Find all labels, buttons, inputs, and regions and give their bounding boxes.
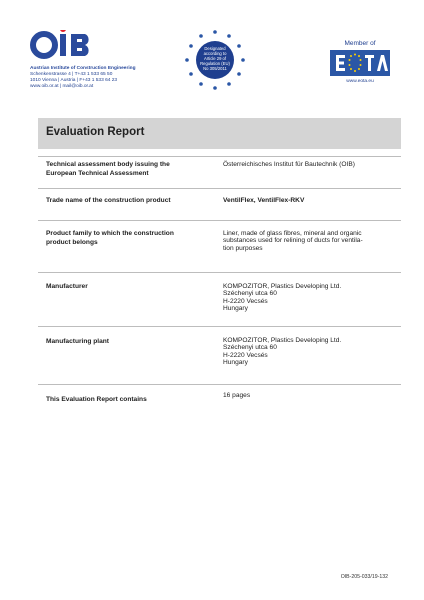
oib-address-line2: 1010 Vienna | Austria | F+43 1 533 64 23 xyxy=(30,78,118,83)
row-value: VentilFlex, VentilFlex-RKV xyxy=(223,197,305,204)
row-divider xyxy=(38,384,401,385)
row-label: Manufacturing plant xyxy=(46,338,110,345)
row-value: Liner, made of glass fibres, mineral and organic substances used for relining of ducts for ventila- tion purposes xyxy=(223,230,363,252)
eota-logo xyxy=(330,50,390,76)
row-label: Technical assessment body issuing the European Technical Assessment xyxy=(46,161,170,177)
row-divider xyxy=(38,272,401,273)
document-code: OIB-205-033/19-132 xyxy=(340,574,388,580)
row-value: KOMPOZITOR, Plastics Developing Ltd. Széchenyi utca 60 H-2220 Vecsés Hungary xyxy=(223,337,342,367)
eota-member-of: Member of xyxy=(344,40,376,47)
oib-logo xyxy=(30,30,100,60)
row-label: Trade name of the construction product xyxy=(46,197,171,204)
row-divider xyxy=(38,326,401,327)
row-divider xyxy=(38,220,401,221)
badge-line: according to xyxy=(203,51,227,56)
badge-line: No 305/2011 xyxy=(203,66,227,71)
document-title: Evaluation Report xyxy=(46,126,145,138)
row-label: This Evaluation Report contains xyxy=(46,396,147,403)
row-value: Österreichisches Institut für Bautechnik (OIB) xyxy=(223,161,355,168)
row-label: Product family to which the construction product belongs xyxy=(46,230,174,246)
oib-web-line: www.oib.or.at | mail@oib.or.at xyxy=(30,84,94,89)
badge-line: Article 29 of xyxy=(203,56,227,61)
row-label: Manufacturer xyxy=(46,283,88,290)
row-divider xyxy=(38,188,401,189)
oib-address-line1: Schenkenstrasse 4 | T+43 1 533 65 50 xyxy=(30,72,113,77)
badge-line: Designated xyxy=(204,46,226,51)
row-value: 16 pages xyxy=(223,392,251,399)
row-value: KOMPOZITOR, Plastics Developing Ltd. Széchenyi utca 60 H-2220 Vecsés Hungary xyxy=(223,283,342,313)
badge-line: Regulation (EU) xyxy=(200,61,230,66)
oib-institute-name: Austrian Institute of Construction Engineering xyxy=(30,66,136,71)
row-divider xyxy=(38,156,401,157)
eota-web: www.eota.eu xyxy=(346,79,374,84)
